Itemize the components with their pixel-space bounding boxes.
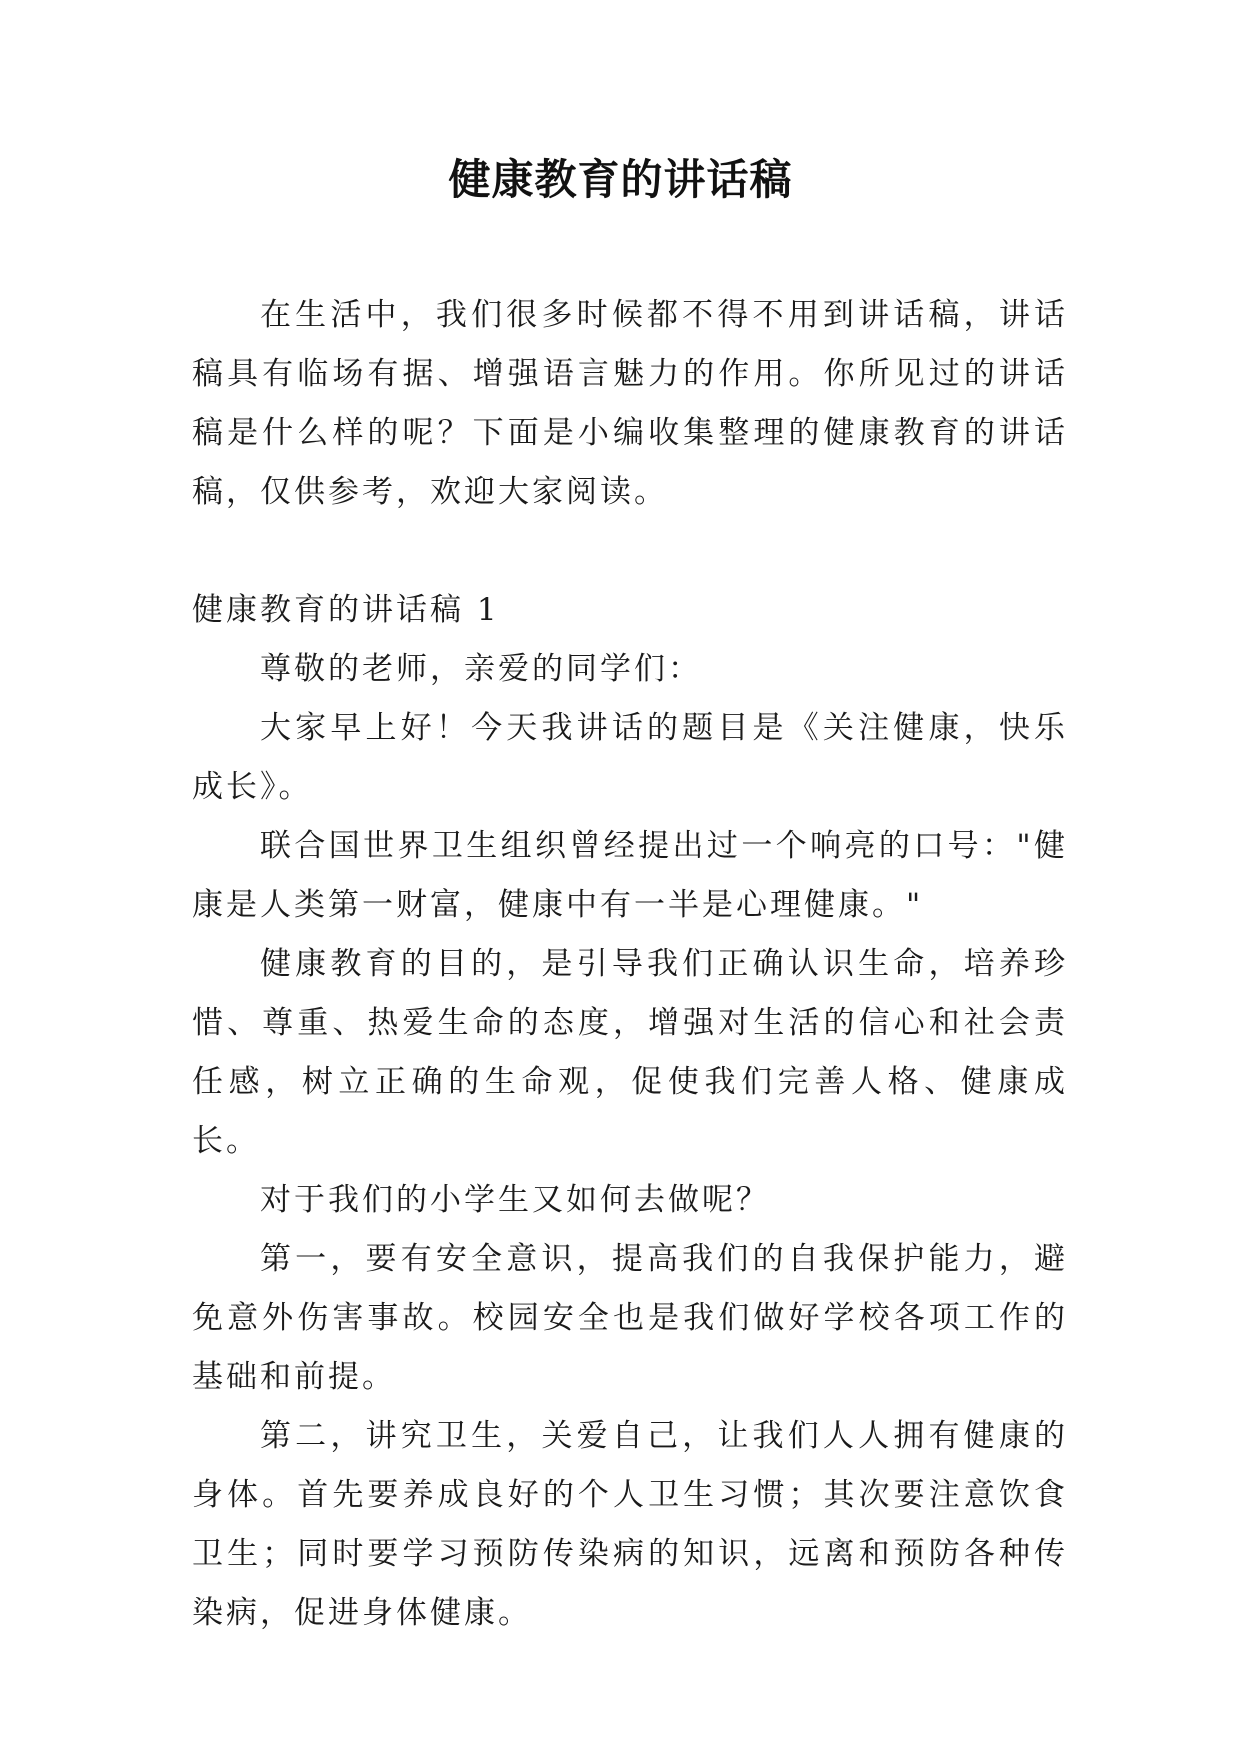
document-title: 健康教育的讲话稿 [448, 155, 793, 204]
salutation-paragraph: 尊敬的老师，亲爱的同学们： [260, 651, 702, 687]
intro-paragraph: 在生活中，我们很多时候都不得不用到讲话稿，讲话稿具有临场有据、增强语言魅力的作用。你所见过的讲话稿是什么样的呢？下面是小编收集整理的健康教育的讲话稿，仅供参考，欢迎大家阅读。 [192, 297, 1068, 510]
question-paragraph: 对于我们的小学生又如何去做呢？ [260, 1182, 770, 1218]
section-heading: 健康教育的讲话稿 1 [192, 592, 500, 628]
section-spacer [192, 522, 1068, 581]
point-two-paragraph: 第二，讲究卫生，关爱自己，让我们人人拥有健康的身体。首先要养成良好的个人卫生习惯；其次要注意饮食卫生；同时要学习预防传染病的知识，远离和预防各种传染病，促进身体健康。 [192, 1418, 1068, 1631]
document-body [192, 286, 1068, 1643]
slogan-paragraph: 联合国世界卫生组织曾经提出过一个响亮的口号："健康是人类第一财富，健康中有一半是心理健康。" [192, 828, 1068, 923]
greeting-paragraph: 大家早上好！今天我讲话的题目是《关注健康，快乐成长》。 [192, 710, 1068, 805]
point-one-paragraph: 第一，要有安全意识，提高我们的自我保护能力，避免意外伤害事故。校园安全也是我们做好学校各项工作的基础和前提。 [192, 1241, 1068, 1395]
purpose-paragraph: 健康教育的目的，是引导我们正确认识生命，培养珍惜、尊重、热爱生命的态度，增强对生活的信心和社会责任感，树立正确的生命观，促使我们完善人格、健康成长。 [192, 946, 1068, 1159]
